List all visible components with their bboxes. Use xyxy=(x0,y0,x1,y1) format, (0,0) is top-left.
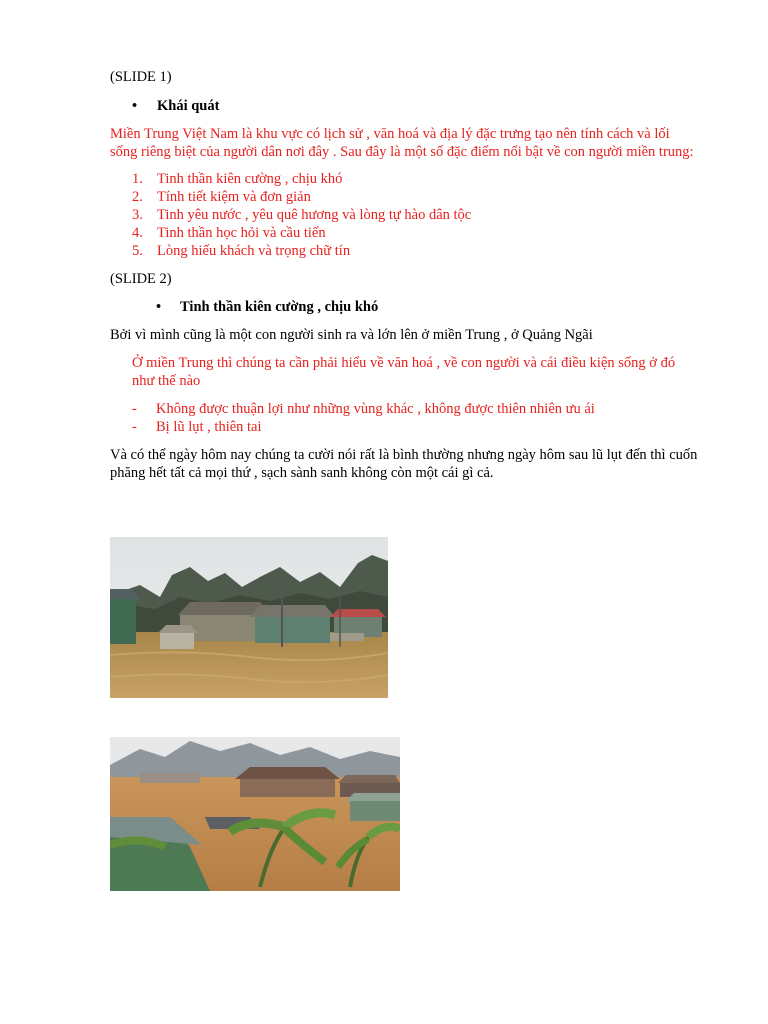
list-text: Tinh yêu nước , yêu quê hương và lòng tự hào dân tộc xyxy=(157,207,472,223)
list-text: Tinh thần học hỏi và cầu tiến xyxy=(157,225,326,241)
list-text: Tính tiết kiệm và đơn giản xyxy=(157,189,311,205)
list-text: Không được thuận lợi như những vùng khác , không được thiên nhiên ưu ái xyxy=(156,401,595,417)
flood-photo-2 xyxy=(110,737,400,891)
slide2-bullet xyxy=(110,298,700,316)
list-item xyxy=(110,224,700,242)
slide2-para3: Và có thể ngày hôm nay chúng ta cười nói rất là bình thường nhưng ngày hôm sau lũ lụt đến thì cuốn phăng hết tất cả mọi thứ , sạch sành sanh không còn một cái gì cả. xyxy=(110,447,698,481)
list-item xyxy=(110,418,700,436)
slide2-para2: Ở miền Trung thì chúng ta cần phải hiểu về văn hoá , về con người và cái điều kiện sống ở đó như thế nào xyxy=(132,355,676,389)
list-item xyxy=(110,242,700,260)
slide1-bullet-text: Khái quát xyxy=(157,98,220,114)
flood-photo-2-image xyxy=(110,737,400,891)
list-text: Lòng hiếu khách và trọng chữ tín xyxy=(157,243,351,259)
slide2-bullet-text: Tinh thần kiên cường , chịu khó xyxy=(180,299,379,315)
slide2-para1: Bởi vì mình cũng là một con người sinh ra và lớn lên ở miền Trung , ở Quảng Ngãi xyxy=(110,327,593,343)
list-number: 4. xyxy=(132,225,143,241)
list-item xyxy=(110,188,700,206)
list-text: Tinh thần kiên cường , chịu khó xyxy=(157,171,343,187)
bullet-dot: • xyxy=(132,98,138,114)
bullet-dot: • xyxy=(156,299,162,315)
dash-mark: - xyxy=(132,419,137,435)
list-number: 2. xyxy=(132,189,143,205)
list-number: 1. xyxy=(132,171,143,187)
list-number: 3. xyxy=(132,207,143,223)
dash-mark: - xyxy=(132,401,137,417)
slide2-label: (SLIDE 2) xyxy=(110,271,172,287)
list-number: 5. xyxy=(132,243,143,259)
flood-photo-1 xyxy=(110,537,388,698)
list-item xyxy=(110,206,700,224)
slide1-intro: Miền Trung Việt Nam là khu vực có lịch sử , văn hoá và địa lý đặc trưng tạo nên tính cách và lối sống riêng biệt của người dân nơi đây . Sau đây là một số đặc điểm nổi bật về con người miền trung: xyxy=(110,126,694,160)
slide1-numbered-list xyxy=(110,170,700,260)
list-item xyxy=(110,170,700,188)
slide1-label: (SLIDE 1) xyxy=(110,69,172,85)
list-item xyxy=(110,400,700,418)
slide1-bullet xyxy=(110,97,700,115)
slide2-dash-list xyxy=(110,400,700,436)
flood-photo-1-image xyxy=(110,537,388,698)
list-text: Bị lũ lụt , thiên tai xyxy=(156,419,262,435)
document-page xyxy=(110,68,700,482)
